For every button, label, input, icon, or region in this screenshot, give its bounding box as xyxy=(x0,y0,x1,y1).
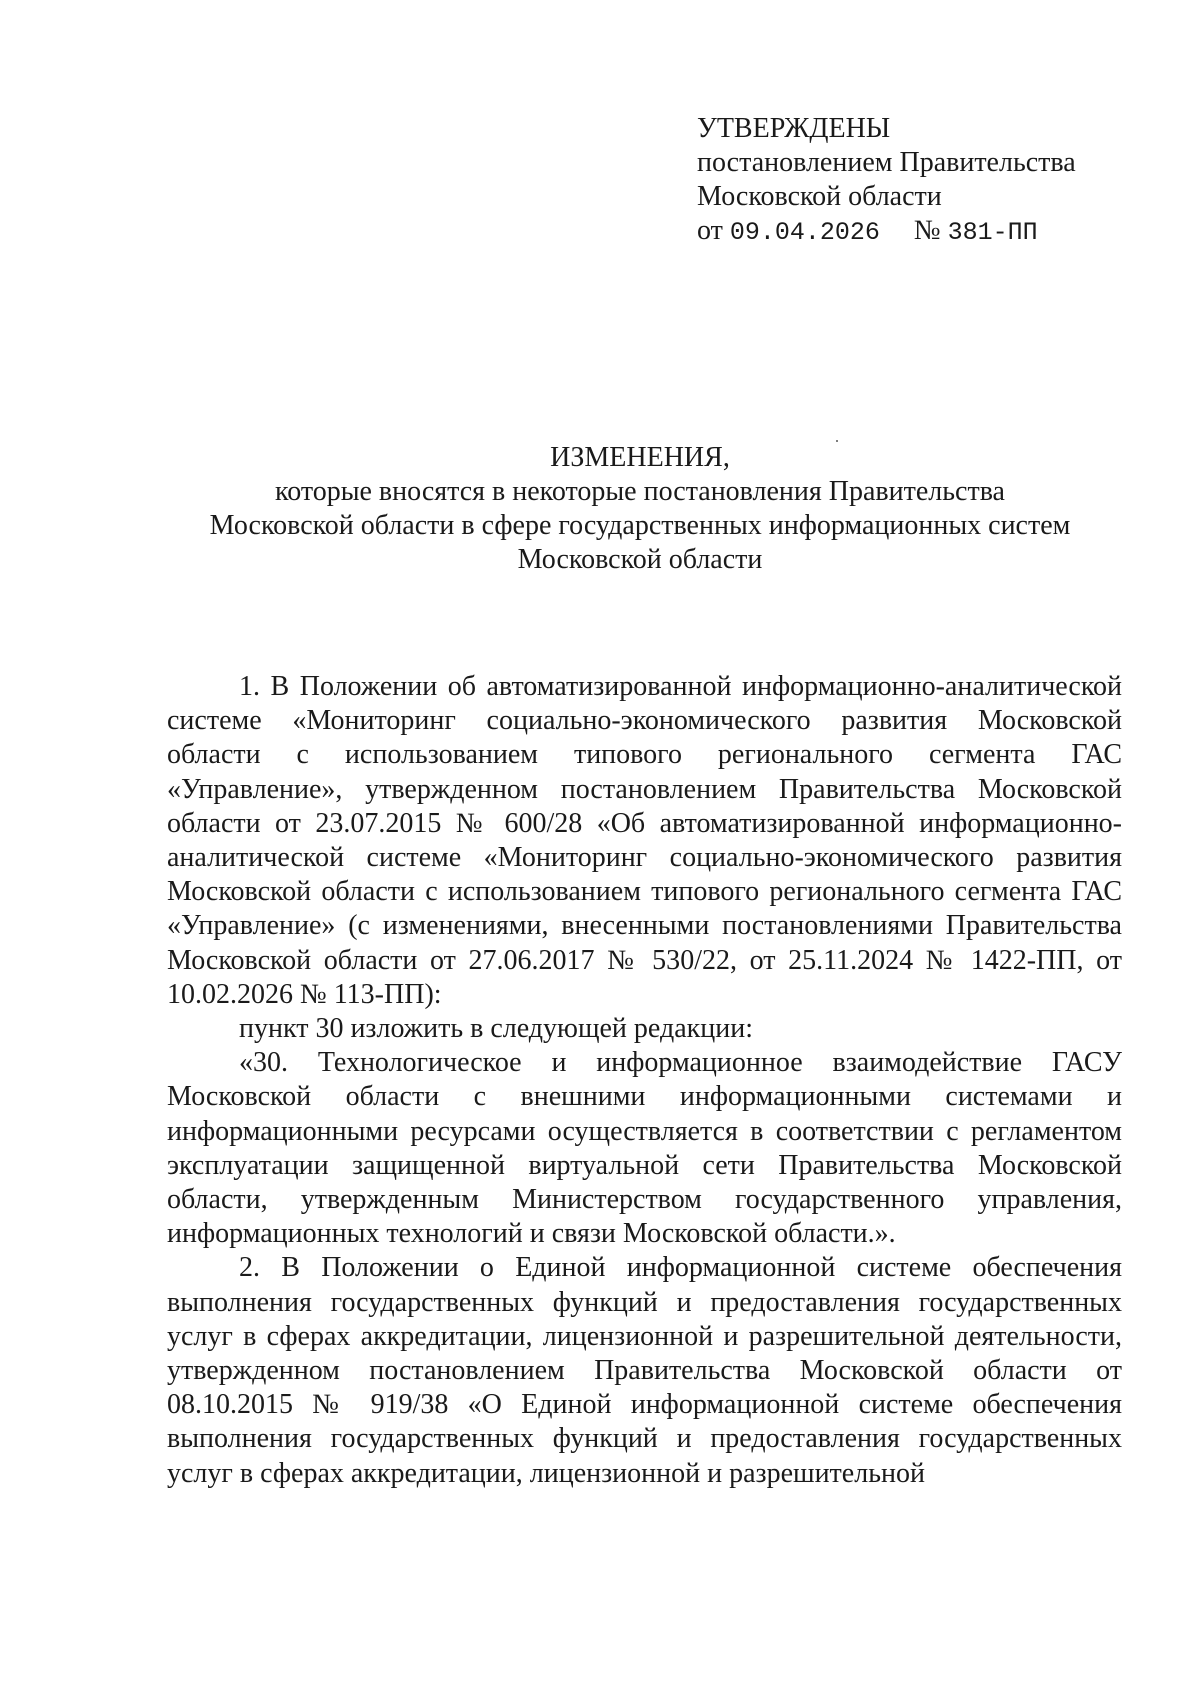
approval-authority: постановлением Правительства xyxy=(697,147,1076,178)
title-line-1: которые вносятся в некоторые постановления Правительства xyxy=(275,476,1005,507)
approval-number: 381-ПП xyxy=(947,218,1038,247)
approval-number-sign: № xyxy=(913,215,941,246)
title-line-2: Московской области в сфере государственных информационных систем xyxy=(209,510,1071,541)
title-line-3: Московской области xyxy=(517,544,763,575)
approval-date: 09.04.2026 xyxy=(729,218,880,247)
document-title xyxy=(170,441,1110,577)
item-1-quote: «30. Технологическое и информационное взаимодействие ГАСУ Московской области с внешними информационными системами и информационными ресурсами осуществляется в соответствии с регламентом эксплуатации защищенной виртуальной сети Правительства Московской области, утвержденным Министерством государственного управления, информационных технологий и связи Московской области.». xyxy=(167,1047,1122,1250)
item-1-paragraph: 1. В Положении об автоматизированной информационно-аналитической системе «Мониторинг социально-экономического развития Московской области с использованием типового регионального сегмента ГАС «Управление», утвержденном постановлением Правительства Московской области от 23.07.2015 № 600/28 «Об автоматизированной информационно-аналитической системе «Мониторинг социально-экономического развития Московской области с использованием типового регионального сегмента ГАС «Управление» (с изменениями, внесенными постановлениями Правительства Московской области от 27.06.2017 № 530/22, от 25.11.2024 № 1422-ПП, от 10.02.2026 № 113-ПП): xyxy=(167,671,1122,1010)
approval-date-prefix: от xyxy=(697,215,723,246)
document-body xyxy=(167,670,1122,1491)
item-2-paragraph: 2. В Положении о Единой информационной системе обеспечения выполнения государственных функций и предоставления государственных услуг в сферах аккредитации, лицензионной и разрешительной деятельности, утвержденном постановлением Правительства Московской области от 08.10.2015 № 919/38 «О Единой информационной системе обеспечения выполнения государственных функций и предоставления государственных услуг в сферах аккредитации, лицензионной и разрешительной xyxy=(167,1252,1122,1489)
approval-region: Московской области xyxy=(697,181,942,212)
approval-date-line xyxy=(697,214,1076,250)
approval-stamp xyxy=(697,112,1076,250)
title-heading: ИЗМЕНЕНИЯ, xyxy=(550,442,730,473)
item-1-instruction: пункт 30 изложить в следующей редакции: xyxy=(239,1013,753,1045)
approval-heading: УТВЕРЖДЕНЫ xyxy=(697,113,891,144)
